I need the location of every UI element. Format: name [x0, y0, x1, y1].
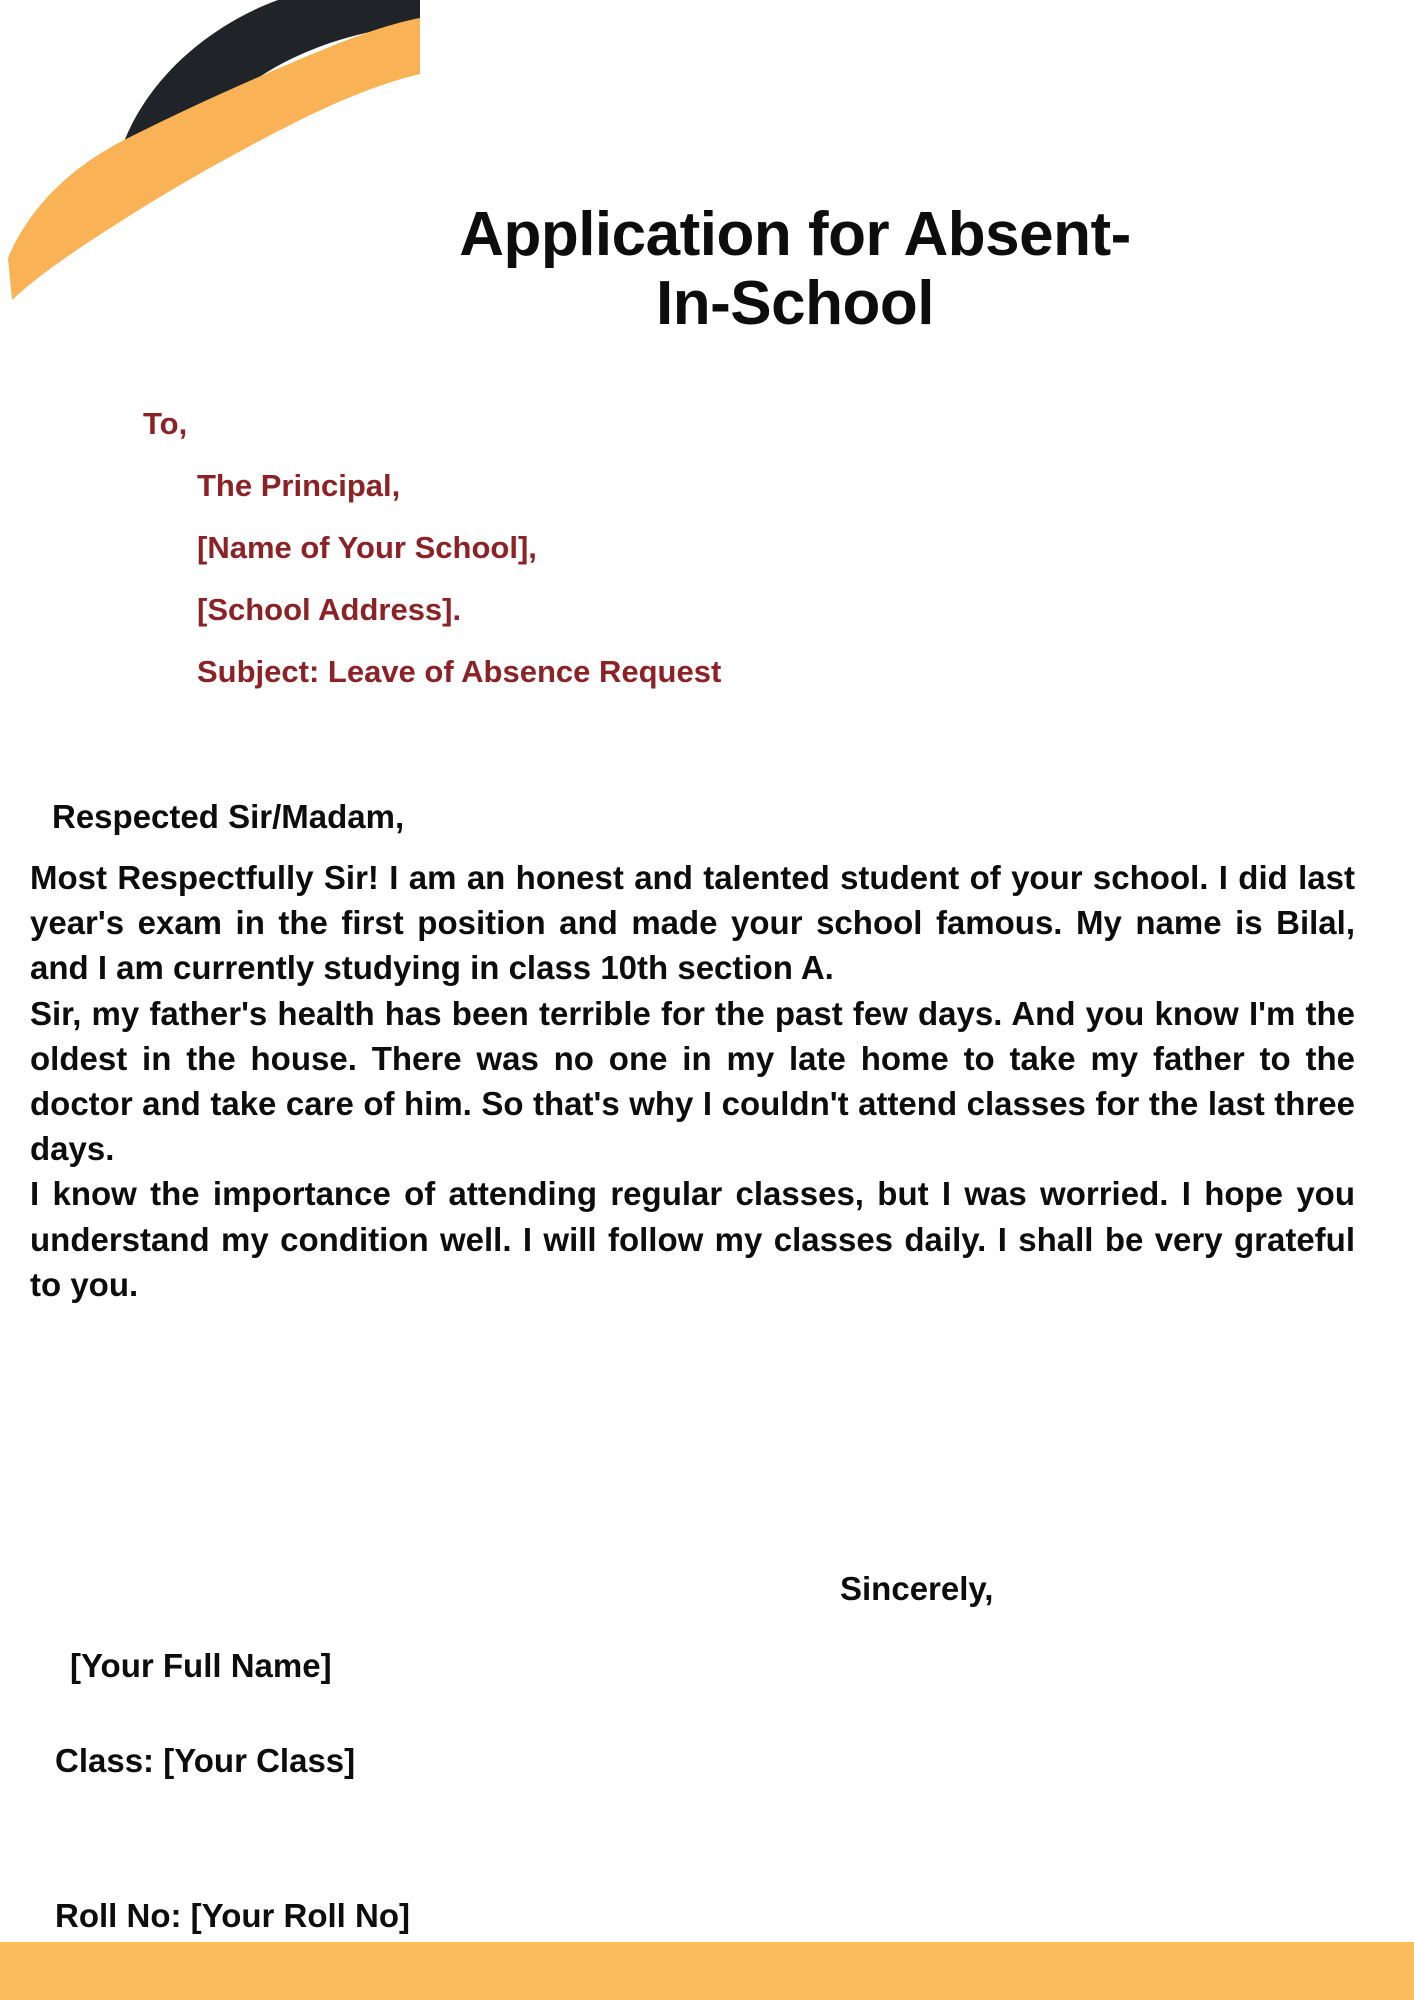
address-line-principal: The Principal,	[197, 468, 401, 503]
body-paragraph-1: Most Respectfully Sir! I am an honest and talented student of your school. I did last year's exam in the first position and made your school famous. My name is Bilal, and I am currently studying in class 10th section A.	[30, 859, 1355, 987]
signature-class: Class: [Your Class]	[55, 1742, 356, 1779]
subject-line: Subject: Leave of Absence Request	[197, 654, 722, 689]
address-to-label: To,	[143, 406, 188, 441]
closing-block	[0, 1572, 1414, 1932]
signature-full-name: [Your Full Name]	[70, 1647, 332, 1684]
recipient-address-block	[0, 408, 1000, 687]
salutation: Respected Sir/Madam,	[52, 798, 405, 835]
signature-roll-no: Roll No: [Your Roll No]	[55, 1897, 410, 1934]
sign-off: Sincerely,	[840, 1570, 994, 1607]
body-paragraph-2: Sir, my father's health has been terrible for the past few days. And you know I'm the oldest in the house. There was no one in my late home to take my father to the doctor and take care of him. So that's why I couldn't attend classes for the last three days.	[30, 994, 1355, 1168]
address-line-school-address: [School Address].	[197, 592, 462, 627]
feather-dark-shape	[110, 0, 420, 198]
letter-body	[30, 800, 1385, 1307]
address-line-school-name: [Name of Your School],	[197, 530, 537, 565]
page-title-line-1: Application for Absent-	[459, 200, 1131, 269]
body-paragraph-3: I know the importance of attending regular classes, but I was worried. I hope you understand my condition well. I will follow my classes daily. I shall be very grateful to you.	[30, 1175, 1355, 1303]
footer-accent-bar	[0, 1942, 1414, 2000]
page-title	[330, 200, 1260, 339]
page-title-line-2: In-School	[656, 269, 934, 339]
